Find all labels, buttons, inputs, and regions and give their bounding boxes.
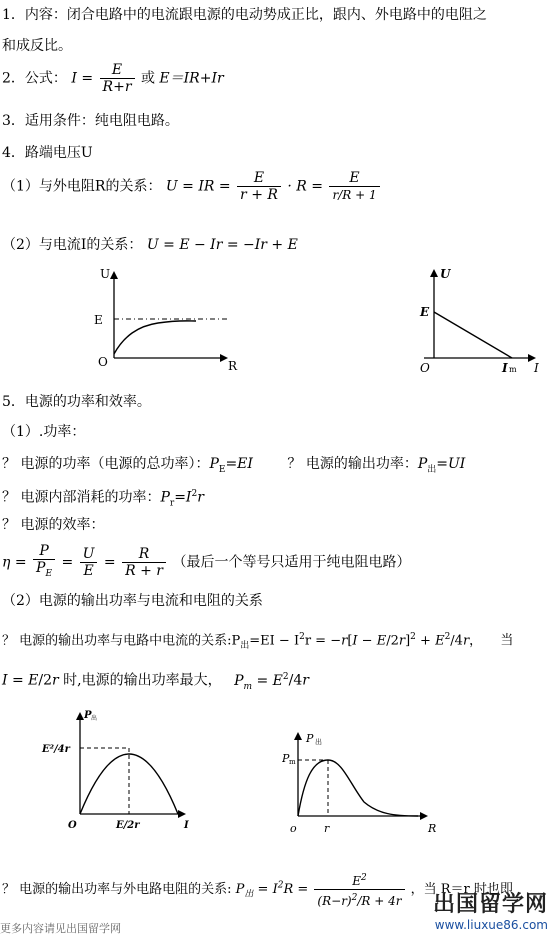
x-axis-arrow-icon bbox=[178, 810, 186, 818]
sec5-sub2: （2）电源的输出功率与电流和电阻的关系 bbox=[2, 593, 263, 609]
sec4-title: 4．路端电压U bbox=[2, 145, 93, 161]
power-line: ？ 电源的功率（电源的总功率）：$P_E=EI$ ？ 电源的输出功率：$P_出=UI$ bbox=[2, 456, 466, 475]
e-label: E bbox=[420, 305, 430, 319]
sec4-item2-label: （2）与电流I的关系： bbox=[2, 237, 143, 253]
x-label: I bbox=[534, 361, 539, 375]
sec1-line2: 和成反比。 bbox=[2, 38, 72, 54]
sec5-sub1: （1）.功率： bbox=[2, 424, 86, 440]
y-axis-arrow-icon bbox=[76, 712, 84, 720]
sec2-formula: 2．公式： I = $\frac{E}{R+r}$ 或 E＝IR+Ir bbox=[2, 62, 224, 95]
im-sub: m bbox=[509, 365, 517, 374]
efficiency-formula: η = $\frac{P}{P_E}$ = $\frac{U}{E}$ = $\frac{R}{R + r}$ （最后一个等号只适用于纯电阻电路） bbox=[2, 543, 411, 579]
y-axis-arrow-icon bbox=[430, 269, 438, 277]
sec3-text: 3．适用条件：纯电阻电路。 bbox=[2, 113, 179, 129]
sec1-line1: 1．内容：闭合电路中的电流跟电源的电动势成正比，跟内、外电路中的电阻之 bbox=[2, 7, 487, 23]
im-label: I bbox=[502, 361, 508, 375]
origin-label: O bbox=[420, 361, 430, 375]
x-axis-arrow-icon bbox=[420, 812, 428, 820]
watermark-logo: 出国留学网 www.liuxue86.com bbox=[432, 892, 548, 932]
origin-label: O bbox=[68, 820, 77, 831]
u-r-curve bbox=[114, 321, 196, 354]
sec2-or: 或 bbox=[140, 70, 155, 87]
e-label: E bbox=[94, 313, 103, 327]
peak-sub: m bbox=[289, 758, 296, 766]
graph-p-vs-r bbox=[282, 726, 452, 838]
x-axis-arrow-icon bbox=[220, 354, 228, 362]
x-label: R bbox=[228, 359, 238, 373]
max-power-line: I = E/2r 时,电源的输出功率最大， $P_m = E^2/4r$ bbox=[2, 672, 309, 692]
p-r-curve bbox=[298, 760, 418, 816]
y-sub: 出 bbox=[91, 715, 98, 722]
rel-current-line: ？ 电源的输出功率与电路中电流的关系$:P_出=EI - I^2r = -r[I - E/2r]^2 + E^2/4r$， 当 bbox=[2, 632, 514, 651]
x-label: R bbox=[428, 822, 437, 835]
peak-label: E²/4r bbox=[42, 744, 70, 755]
y-label: U bbox=[100, 267, 111, 281]
x-mark: r bbox=[324, 822, 330, 835]
sec4-item2-eq: U = E − Ir = −Ir + E bbox=[146, 237, 298, 253]
origin-label: o bbox=[290, 822, 297, 835]
y-label: P bbox=[306, 732, 314, 745]
efficiency-note: （最后一个等号只适用于纯电阻电路） bbox=[172, 554, 411, 571]
u-i-line bbox=[434, 312, 512, 358]
origin-label: O bbox=[98, 355, 108, 369]
rel-resistance-line: ？ 电源的输出功率与外电路电阻的关系: $P_出 = I^2R$ = $\frac{E^2}{(R-r)^2/R + 4r}$ ，当 R＝r 时也即 bbox=[2, 870, 513, 909]
graph-p-vs-i bbox=[40, 706, 200, 836]
total-power-label: ？ 电源的功率（电源的总功率）： bbox=[2, 456, 210, 472]
x-label: I bbox=[184, 820, 189, 831]
efficiency-label: ？ 电源的效率： bbox=[2, 517, 105, 533]
peak-label: P bbox=[282, 752, 290, 765]
y-axis-arrow-icon bbox=[110, 271, 118, 279]
y-label: U bbox=[440, 267, 451, 281]
graph-u-vs-r bbox=[88, 266, 248, 376]
graph-u-vs-i bbox=[416, 266, 546, 376]
formula-fraction: $\frac{E}{R+r}$ bbox=[100, 62, 135, 95]
x-mark: E/2r bbox=[116, 820, 140, 831]
y-label: P bbox=[84, 710, 92, 721]
sec2-label: 2．公式： bbox=[2, 70, 67, 87]
y-axis-arrow-icon bbox=[294, 732, 302, 740]
sec5-title: 5．电源的功率和效率。 bbox=[2, 394, 151, 410]
sec4-item1-label: （1）与外电阻R的关系： bbox=[2, 178, 162, 195]
y-sub: 出 bbox=[315, 738, 322, 746]
sec4-item2 bbox=[2, 236, 298, 254]
sec4-item1: （1）与外电阻R的关系： U = IR = $\frac{E}{r + R}$ · R = $\frac{E}{r/R + 1}$ bbox=[2, 170, 382, 203]
sec2-eq2: E＝IR+Ir bbox=[159, 70, 224, 87]
footer-text: 更多内容请见出国留学网 bbox=[0, 922, 121, 935]
internal-power-line: ？ 电源内部消耗的功率：$P_r=I^2r$ bbox=[2, 489, 204, 509]
output-power-label: ？ 电源的输出功率： bbox=[287, 456, 418, 472]
